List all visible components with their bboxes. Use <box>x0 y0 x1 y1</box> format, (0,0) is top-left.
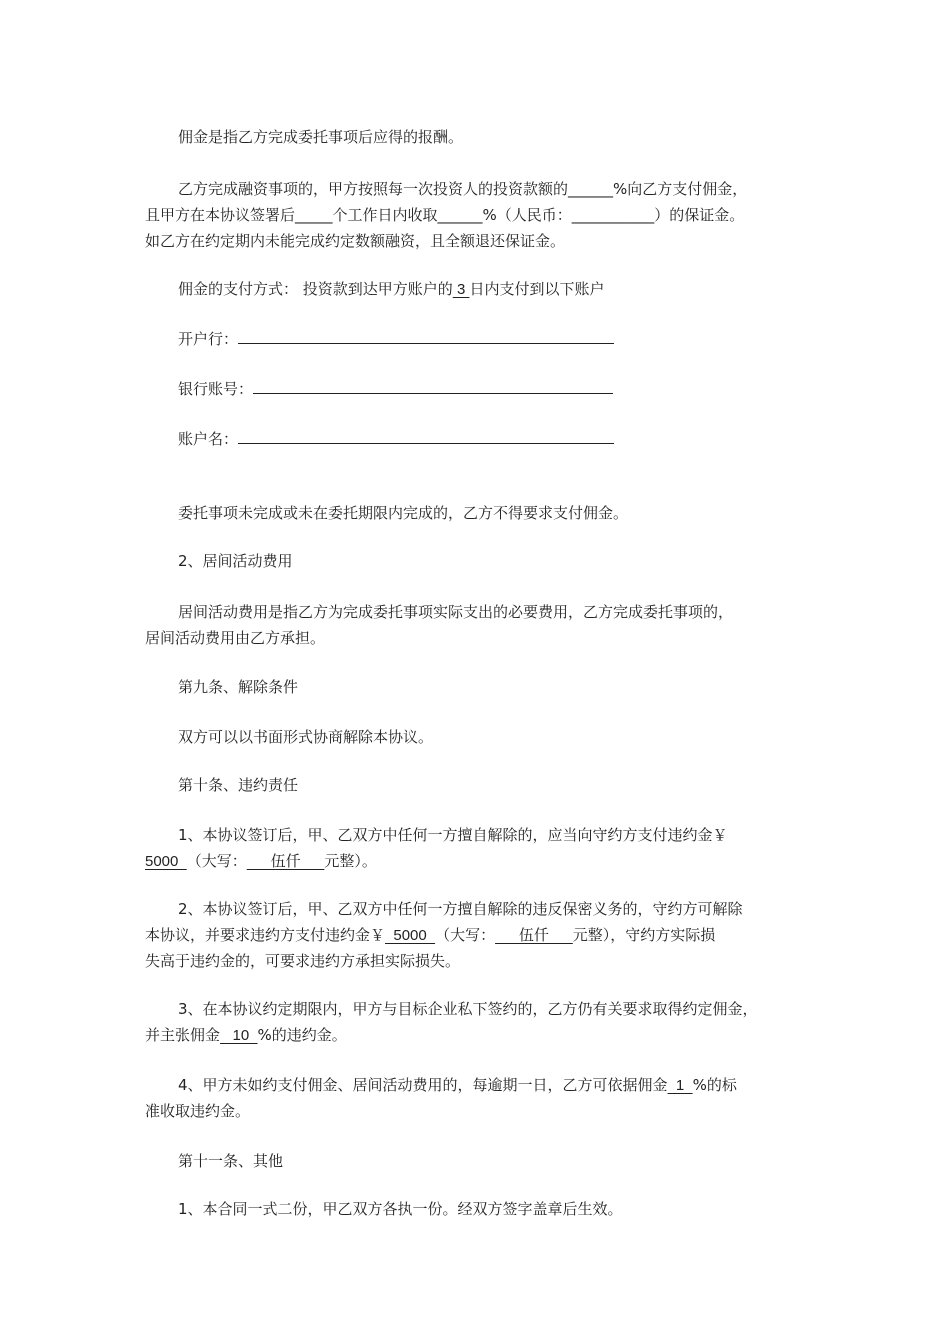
bank-line <box>238 326 614 344</box>
penalty-percent-3: 10 <box>220 1027 258 1044</box>
penalty-amount-1: 5000 <box>145 853 187 870</box>
payment-days: 3 <box>452 281 470 298</box>
bank-label: 开户行： <box>178 330 239 348</box>
document-page: 佣金是指乙方完成委托事项后应得的报酬。 乙方完成融资事项的，甲方按照每一次投资人的投资款额的______%向乙方支付佣金， 且甲方在本协议签署后_____个工作日内收取______%（人民币：___________）的保证金。 如乙方在约定期内未能完成约定数额融资，且全额退还保证金。 佣金的支付方式： 投资款到达甲方账户的 3 日内支付到以下账户 开户行： 银行账号： 账户名： 委托事项未完成或未在委托期限内完成的，乙方不得要求支付佣金。 2、居间活动费用 居间活动费用是指乙方为完成委托事项实际支出的必要费用，乙方完成委托事项的， 居间活动费用由乙方承担。 第九条、解除条件 双方可以以书面形式协商解除本协议。 第十条、违约责任 1、本协议签订后，甲、乙双方中任何一方擅自解除的，应当向守约方支付违约金￥ 5000 （大写： 伍仟 元整）。 2、本协议签订后，甲、乙双方中任何一方擅自解除的违反保密义务的，守约方可解除 本协议，并要求违约方支付违约金￥ 5000 （大写： 伍仟 元整），守约方实际损 失高于违约金的，可要求违约方承担实际损失。 3、在本协议约定期限内，甲方与目标企业私下签约的，乙方仍有关要求取得约定佣金， 并主张佣金 10 %的违约金。 4、甲方未如约支付佣金、居间活动费用的，每逾期一日，乙方可依据佣金 1 %的标 准收取违约金。 第十一条、其他 1、本合同一式二份，甲乙双方各执一份。经双方签字盖章后生效。 <box>0 0 950 1344</box>
termination-clause: 双方可以以书面形式协商解除本协议。 <box>178 728 434 746</box>
payment-method: 佣金的支付方式： 投资款到达甲方账户的 3 日内支付到以下账户 <box>178 280 605 298</box>
account-number-field <box>145 376 843 402</box>
commission-definition: 佣金是指乙方完成委托事项后应得的报酬。 <box>178 128 464 146</box>
account-name-line <box>238 426 614 444</box>
deposit-percent-blank: ______ <box>437 206 483 224</box>
account-number-line <box>253 376 613 394</box>
workdays-blank: _____ <box>295 206 333 224</box>
section-heading-expenses: 2、居间活动费用 <box>178 552 293 570</box>
daily-penalty-percent: 1 <box>667 1077 693 1094</box>
commission-percent-blank: ______ <box>568 180 614 198</box>
account-number-label: 银行账号： <box>178 380 254 398</box>
deposit-rmb-blank: ___________ <box>571 206 655 224</box>
copies-clause: 1、本合同一式二份，甲乙双方各执一份。经双方签字盖章后生效。 <box>178 1200 623 1218</box>
account-name-label: 账户名： <box>178 430 239 448</box>
article-9-heading: 第九条、解除条件 <box>178 678 299 696</box>
article-10-heading: 第十条、违约责任 <box>178 776 299 794</box>
no-commission-clause: 委托事项未完成或未在委托期限内完成的，乙方不得要求支付佣金。 <box>178 504 629 522</box>
penalty-words-2: 伍仟 <box>495 926 573 944</box>
bank-field <box>145 326 843 352</box>
account-name-field <box>145 426 843 452</box>
article-11-heading: 第十一条、其他 <box>178 1152 284 1170</box>
penalty-words-1: 伍仟 <box>246 852 325 870</box>
penalty-amount-2: 5000 <box>385 927 436 944</box>
